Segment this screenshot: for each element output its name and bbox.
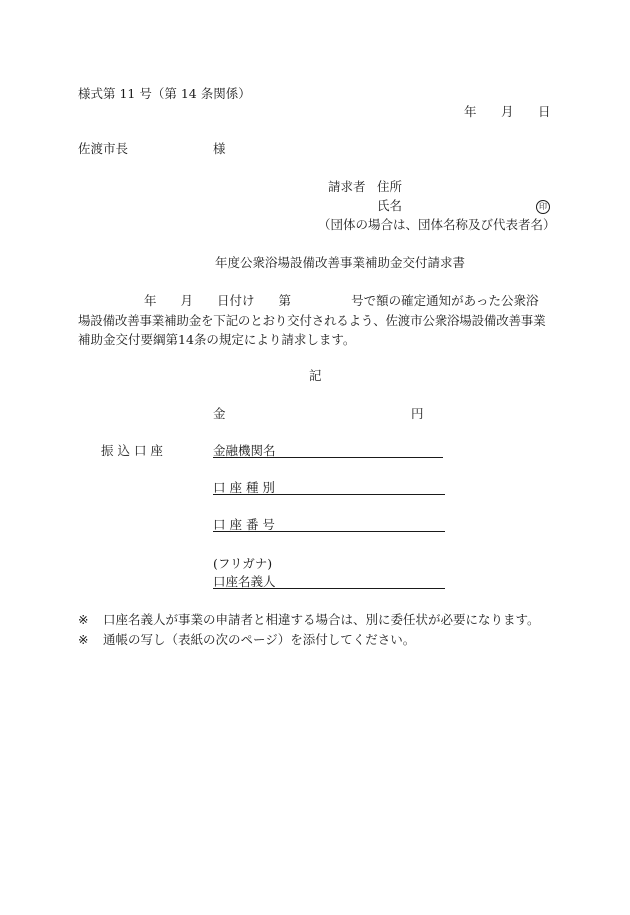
addressee-title: 佐渡市長 <box>78 141 129 156</box>
addressee-honorific: 様 <box>213 141 226 156</box>
transfer-heading: 振 込 口 座 <box>101 443 163 458</box>
seal-mark <box>536 199 550 214</box>
body-paragraph <box>78 291 552 350</box>
furigana-label: (フリガナ) <box>213 556 273 571</box>
date-day-label: 日 <box>538 104 551 119</box>
note-2-mark: ※ <box>78 632 89 647</box>
amount-label: 金 <box>213 406 226 421</box>
note-2-text: 通帳の写し（表紙の次のページ）を添付してください。 <box>103 632 416 647</box>
account-number-label: 口 座 番 号 <box>213 517 275 532</box>
account-holder-underline <box>213 588 445 589</box>
amount-unit: 円 <box>411 406 424 421</box>
bank-name-label: 金融機関名 <box>213 443 276 458</box>
body-number-prefix: 第 <box>278 293 292 308</box>
claimant-name-label: 氏名 <box>377 198 403 213</box>
ki-label: 記 <box>309 368 322 383</box>
account-number-underline <box>213 531 445 532</box>
body-month: 月 <box>180 293 194 308</box>
claimant-address-label: 住所 <box>377 179 403 194</box>
bank-name-underline <box>213 457 443 458</box>
form-number: 様式第 11 号（第 14 条関係） <box>78 86 251 101</box>
date-year-label: 年 <box>464 104 477 119</box>
claimant-group-note: （団体の場合は、団体名称及び代表者名） <box>318 217 556 232</box>
body-line2: 場設備改善事業補助金を下記のとおり交付されるよう、佐渡市公衆浴場設備改善事業 <box>78 312 546 328</box>
document-title: 年度公衆浴場設備改善事業補助金交付請求書 <box>215 255 466 270</box>
account-type-underline <box>213 494 445 495</box>
account-type-label: 口 座 種 別 <box>213 480 275 495</box>
seal-icon: 印 <box>536 200 550 214</box>
body-date-suffix: 日付け <box>217 293 255 308</box>
date-month-label: 月 <box>501 104 514 119</box>
note-1-mark: ※ <box>78 612 89 627</box>
claimant-label: 請求者 <box>328 179 366 194</box>
body-year: 年 <box>144 293 157 308</box>
account-holder-label: 口座名義人 <box>213 574 276 589</box>
body-line1-rest: 号で額の確定通知があった公衆浴 <box>351 293 539 308</box>
body-line3: 補助金交付要綱第14条の規定により請求します。 <box>78 332 356 347</box>
note-1-text: 口座名義人が事業の申請者と相違する場合は、別に委任状が必要になります。 <box>103 612 540 627</box>
